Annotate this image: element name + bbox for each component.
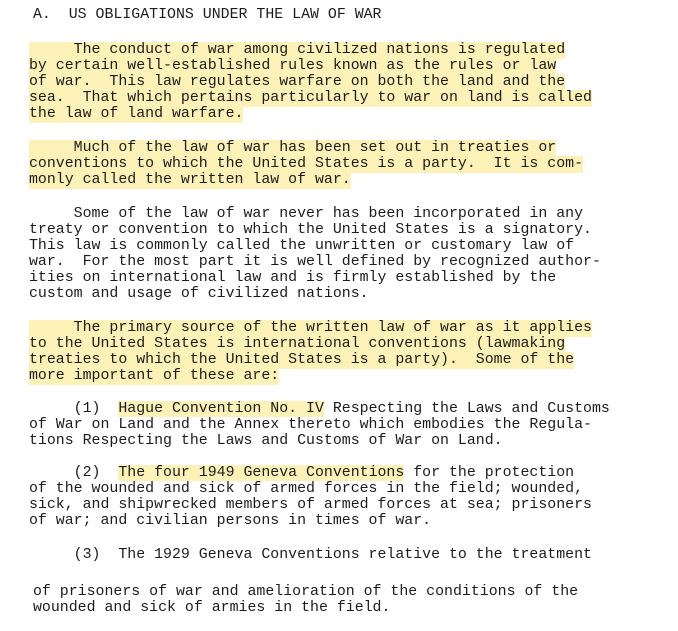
para2-line: Much of the law of war has been set out in treaties or — [29, 140, 557, 156]
list-item-1-title: Hague Convention No. IV — [118, 401, 324, 417]
list-item-1-text: Respecting the Laws and Customs — [323, 401, 610, 417]
list-item-2-line: sick, and shipwrecked members of armed forces at sea; prisoners — [29, 497, 592, 513]
list-item-2-first-line — [29, 465, 574, 482]
list-item-3-first-line: (3) The 1929 Geneva Conventions relative to the treatment — [29, 547, 592, 563]
list-item-1-line: of War on Land and the Annex thereto which embodies the Regula- — [29, 417, 592, 433]
para4-line: The primary source of the written law of war as it applies — [29, 320, 592, 336]
para4-line: more important of these are: — [29, 368, 280, 384]
para3-line: Some of the law of war never has been incorporated in any — [29, 206, 584, 222]
para2-line: monly called the written law of war. — [29, 172, 351, 188]
list-item-2-line: of war; and civilian persons in times of war. — [29, 513, 432, 529]
para1-line: The conduct of war among civilized nations is regulated — [29, 42, 566, 58]
list-item-2-title: The four 1949 Geneva Conventions — [118, 465, 405, 481]
list-item-3-line: wounded and sick of armies in the field. — [33, 600, 391, 616]
para2-line: conventions to which the United States is a party. It is com- — [29, 156, 584, 172]
para3-line: ities on international law and is firmly established by the — [29, 270, 557, 286]
para1-line: sea. That which pertains particularly to war on land is called — [29, 90, 592, 106]
para4-line: treaties to which the United States is a party). Some of the — [29, 352, 575, 368]
para3-line: This law is commonly called the unwritten or customary law of — [29, 238, 575, 254]
list-item-1-first-line — [29, 401, 610, 418]
list-item-2-line: of the wounded and sick of armed forces in the field; wounded, — [29, 481, 584, 497]
para3-line: custom and usage of civilized nations. — [29, 286, 369, 302]
list-item-2-number: (2) — [29, 465, 119, 481]
para1-line: of war. This law regulates warfare on both the land and the — [29, 74, 566, 90]
para3-line: treaty or convention to which the United States is a signatory. — [29, 222, 592, 238]
list-item-1-number: (1) — [29, 401, 119, 417]
para1-line: by certain well-established rules known as the rules or law — [29, 58, 557, 74]
list-item-3-line: of prisoners of war and amelioration of the conditions of the — [33, 584, 579, 600]
section-heading: A. US OBLIGATIONS UNDER THE LAW OF WAR — [33, 7, 382, 23]
para3-line: war. For the most part it is well defined by recognized author- — [29, 254, 601, 270]
list-item-2-text: for the protection — [404, 465, 575, 481]
para4-line: to the United States is international conventions (lawmaking — [29, 336, 566, 352]
list-item-1-line: tions Respecting the Laws and Customs of War on Land. — [29, 433, 503, 449]
para1-line: the law of land warfare. — [29, 106, 244, 122]
